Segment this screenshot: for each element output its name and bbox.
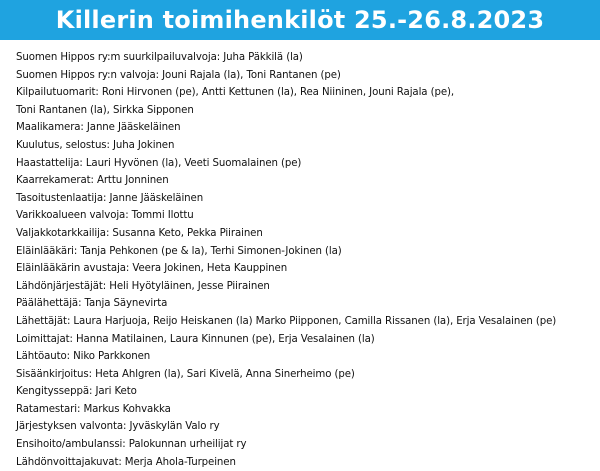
list-line: Lähettäjät: Laura Harjuoja, Reijo Heiskanen (la) Marko Piipponen, Camilla Rissanen (la), Erja Vesalainen (pe) (16, 315, 557, 327)
list-line: Sisäänkirjoitus: Heta Ahlgren (la), Sari Kivelä, Anna Sinerheimo (pe) (16, 368, 355, 380)
officials-list (16, 49, 596, 471)
list-line: Päälähettäjä: Tanja Säynevirta (16, 298, 168, 310)
list-line: Suomen Hippos ry:m suurkilpailuvalvoja: Juha Päkkilä (la) (16, 52, 303, 63)
list-line: Ensihoito/ambulanssi: Palokunnan urheilijat ry (16, 439, 247, 451)
list-line: Tasoitustenlaatija: Janne Jääskeläinen (16, 192, 204, 204)
list-line: Lähdönjärjestäjät: Heli Hyötyläinen, Jesse Piirainen (16, 280, 270, 292)
list-line: Kilpailutuomarit: Roni Hirvonen (pe), Antti Kettunen (la), Rea Niininen, Jouni Rajala (pe), (16, 87, 455, 99)
list-line: Haastattelija: Lauri Hyvönen (la), Veeti Suomalainen (pe) (16, 157, 302, 169)
list-line: Järjestyksen valvonta: Jyväskylän Valo ry (16, 421, 220, 433)
list-line: Kuulutus, selostus: Juha Jokinen (16, 139, 175, 151)
list-line: Toni Rantanen (la), Sirkka Sipponen (16, 104, 194, 116)
list-line: Lähtöauto: Niko Parkkonen (16, 351, 151, 363)
page-title: Killerin toimihenkilöt 25.-26.8.2023 (55, 6, 545, 34)
list-line: Kengitysseppä: Jari Keto (16, 386, 137, 398)
list-line: Varikkoalueen valvoja: Tommi Ilottu (16, 210, 194, 222)
title-bar (0, 0, 600, 40)
list-line: Eläinlääkärin avustaja: Veera Jokinen, Heta Kauppinen (16, 263, 288, 275)
list-line: Suomen Hippos ry:n valvoja: Jouni Rajala (la), Toni Rantanen (pe) (16, 69, 341, 81)
list-line: Eläinlääkäri: Tanja Pehkonen (pe & la), Terhi Simonen-Jokinen (la) (16, 245, 342, 257)
list-line: Ratamestari: Markus Kohvakka (16, 403, 171, 415)
list-line: Kaarrekamerat: Arttu Jonninen (16, 175, 169, 187)
list-line: Loimittajat: Hanna Matilainen, Laura Kinnunen (pe), Erja Vesalainen (la) (16, 333, 375, 345)
list-line: Maalikamera: Janne Jääskeläinen (16, 122, 181, 134)
list-line: Lähdönvoittajakuvat: Merja Ahola-Turpeinen (16, 456, 236, 468)
list-line: Valjakkotarkkailija: Susanna Keto, Pekka Piirainen (16, 227, 263, 239)
